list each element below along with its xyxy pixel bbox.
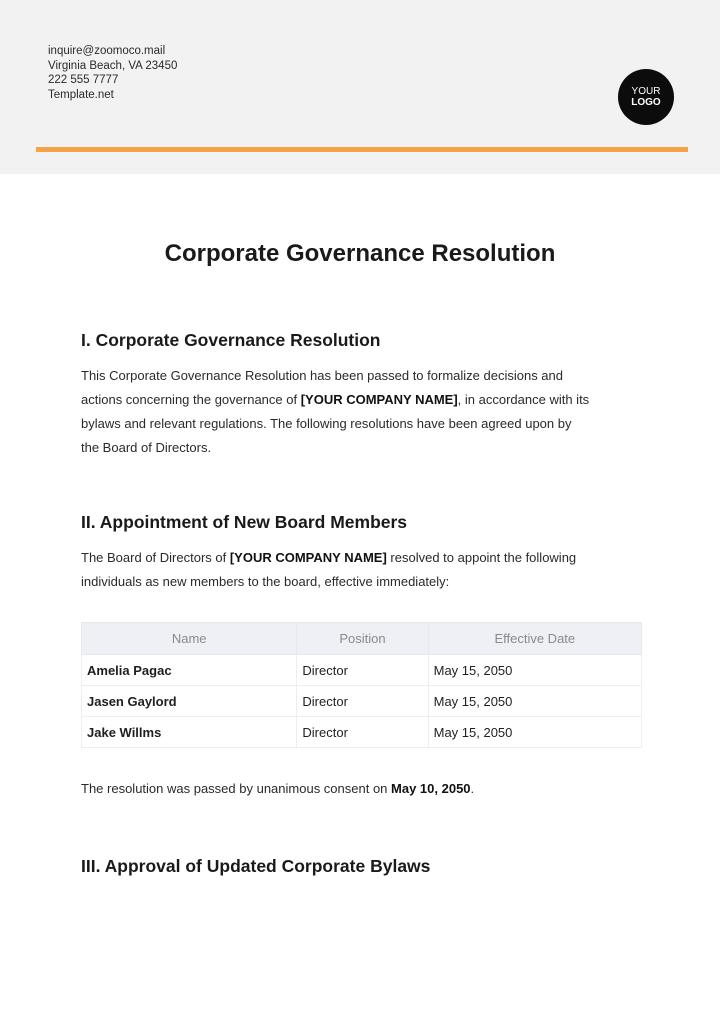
section-1-line-3: bylaws and relevant regulations. The following resolutions have been agreed upon by [81,416,572,431]
section-1-line-2 [81,388,641,412]
board-members-table [81,622,642,748]
page-header [0,0,720,174]
consent-pre: The resolution was passed by unanimous consent on [81,781,392,796]
section-1-line-1: This Corporate Governance Resolution has been passed to formalize decisions and [81,368,563,383]
contact-phone: 222 555 7777 [48,74,119,86]
section-2-heading: II. Appointment of New Board Members [81,512,408,532]
consent-statement [81,777,641,801]
contact-address: Virginia Beach, VA 23450 [48,59,178,72]
contact-website: Template.net [48,88,114,101]
column-header-effective-date: Effective Date [428,623,641,655]
logo-line-1: YOUR [631,86,661,97]
document-title: Corporate Governance Resolution [164,240,556,267]
member-effective-date: May 15, 2050 [428,686,641,717]
section-2-line-2: individuals as new members to the board, effective immediately: [81,574,450,589]
company-name-placeholder: [YOUR COMPANY NAME] [300,392,458,407]
header-accent-divider [36,147,688,152]
section-2-line-1-post: resolved to appoint the following [386,550,577,565]
table-row [82,686,642,717]
section-2-line-1 [81,546,641,570]
member-effective-date: May 15, 2050 [428,655,641,686]
column-header-position: Position [297,623,428,655]
member-position: Director [297,686,428,717]
company-name-placeholder: [YOUR COMPANY NAME] [229,550,387,565]
logo-line-2: LOGO [631,97,661,108]
section-1-heading: I. Corporate Governance Resolution [81,330,381,350]
company-logo [618,69,674,125]
member-position: Director [297,717,428,748]
member-name: Amelia Pagac [82,655,297,686]
member-effective-date: May 15, 2050 [428,717,641,748]
table-header-row [82,623,642,655]
contact-info [48,44,177,102]
member-name: Jake Willms [82,717,297,748]
consent-date: May 10, 2050 [391,781,471,796]
column-header-name: Name [82,623,297,655]
member-name: Jasen Gaylord [82,686,297,717]
table-row [82,655,642,686]
contact-email: inquire@zoomoco.mail [48,45,166,57]
section-2-line-1-pre: The Board of Directors of [81,550,230,565]
table-row [82,717,642,748]
section-1-line-2-post: , in accordance with its [457,392,590,407]
section-1-line-2-pre: actions concerning the governance of [81,392,301,407]
section-3-heading: III. Approval of Updated Corporate Bylaws [81,856,431,876]
consent-post: . [470,781,475,796]
section-2-paragraph [81,546,641,594]
consent-line [81,777,641,801]
section-1-line-4: the Board of Directors. [81,440,212,455]
member-position: Director [297,655,428,686]
section-1-paragraph [81,364,641,460]
